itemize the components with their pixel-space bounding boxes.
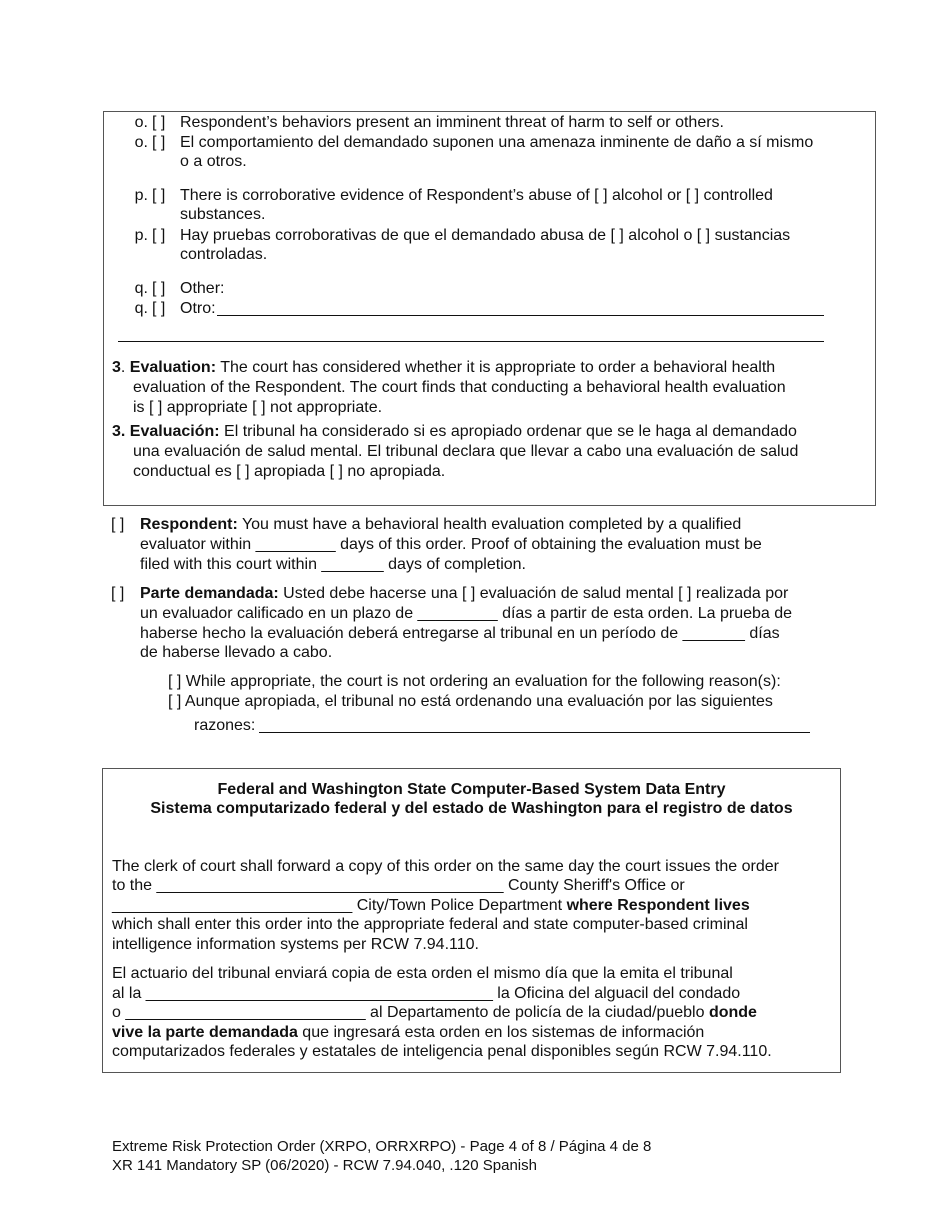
data-entry-en-line-5: intelligence information systems per RCW 7.94.110. — [112, 936, 479, 953]
item-o-text-es-2: o a otros. — [180, 153, 247, 170]
item-q-checkbox[interactable]: [ ] — [152, 280, 166, 297]
item-p-checkbox[interactable]: [ ] — [152, 187, 166, 204]
data-entry-en-line-4: which shall enter this order into the appropriate federal and state computer-based criminal — [112, 916, 748, 933]
evaluation-es-line-3: conductual es [ ] apropiada [ ] no apropiada. — [133, 463, 446, 480]
data-entry-es-line-5: computarizados federales y estatales de inteligencia penal disponibles según RCW 7.94.110. — [112, 1043, 772, 1060]
data-entry-en-line-2[interactable]: to the _______________________________________ County Sheriff's Office or — [112, 877, 685, 894]
parte-text-1: Usted debe hacerse una [ ] evaluación de salud mental [ ] realizada por — [283, 585, 789, 602]
data-entry-title-es: Sistema computarizado federal y del estado de Washington para el registro de datos — [150, 800, 793, 817]
evaluation-en-line-2: evaluation of the Respondent. The court finds that conducting a behavioral health evaluation — [133, 379, 786, 396]
item-p-text-en-1: There is corroborative evidence of Respondent’s abuse of [ ] alcohol or [ ] controlled — [180, 187, 773, 204]
data-entry-es-line-1: El actuario del tribunal enviará copia de esta orden el mismo día que la emita el tribunal — [112, 965, 733, 982]
item-q-label: q. — [134, 280, 148, 297]
footer-line-2: XR 141 Mandatory SP (06/2020) - RCW 7.94.040, .120 Spanish — [112, 1157, 537, 1174]
item-p-label-es: p. — [134, 227, 148, 244]
other-input-line-2[interactable] — [118, 341, 824, 342]
respondent-text-1: You must have a behavioral health evaluation completed by a qualified — [241, 516, 742, 533]
item-q-checkbox-es[interactable]: [ ] — [152, 300, 166, 317]
data-entry-es-line-2[interactable]: al la _______________________________________ la Oficina del alguacil del condado — [112, 985, 741, 1002]
evaluation-en-line-3: is [ ] appropriate [ ] not appropriate. — [133, 399, 383, 416]
parte-line-2: un evaluador calificado en un plazo de _________ días a partir de esta orden. La prueba de — [140, 605, 793, 622]
data-entry-es-bold-3: donde — [708, 1004, 757, 1021]
item-q-label-es: q. — [134, 300, 148, 317]
item-o-checkbox-es[interactable]: [ ] — [152, 134, 166, 151]
evaluation-en-line-1: 3. Evaluation: The court has considered whether it is appropriate to order a behavioral health — [112, 359, 776, 376]
razones-input-line[interactable] — [259, 732, 810, 733]
data-entry-es-text-3: o ___________________________ al Departamento de policía de la ciudad/pueblo — [112, 1004, 709, 1021]
footer-line-1: Extreme Risk Protection Order (XRPO, ORRXRPO) - Page 4 of 8 / Página 4 de 8 — [112, 1138, 652, 1155]
data-entry-es-line-4 — [112, 1023, 704, 1043]
data-entry-en-line-1: The clerk of court shall forward a copy of this order on the same day the court issues the order — [112, 858, 779, 875]
item-q-text-es: Otro: — [180, 300, 216, 317]
data-entry-es-text-4: que ingresará esta orden en los sistemas de información — [297, 1024, 705, 1041]
data-entry-title-en: Federal and Washington State Computer-Based System Data Entry — [217, 781, 726, 798]
parte-line-3: haberse hecho la evaluación deberá entregarse al tribunal en un período de _______ días — [140, 625, 780, 642]
evaluation-es-text-1: El tribunal ha considerado si es apropiado ordenar que se le haga al demandado — [224, 423, 797, 440]
parte-line-1 — [140, 584, 788, 604]
parte-line-4: de haberse llevado a cabo. — [140, 644, 333, 661]
data-entry-en-bold-3: where Respondent lives — [566, 897, 750, 914]
item-p-checkbox-es[interactable]: [ ] — [152, 227, 166, 244]
reason-en[interactable]: [ ] While appropriate, the court is not ordering an evaluation for the following reason(s): — [168, 673, 781, 690]
evaluation-es-line-1 — [112, 422, 797, 442]
item-p-label: p. — [134, 187, 148, 204]
item-q-text-en: Other: — [180, 280, 225, 297]
reason-es[interactable]: [ ] Aunque apropiada, el tribunal no está ordenando una evaluación por las siguientes — [168, 693, 773, 710]
respondent-line-3: filed with this court within _______ days of completion. — [140, 556, 526, 573]
item-p-text-es-1: Hay pruebas corroborativas de que el demandado abusa de [ ] alcohol o [ ] sustancias — [180, 227, 791, 244]
data-entry-en-text-3: ___________________________ City/Town Police Department — [112, 897, 567, 914]
item-o-text-es-1: El comportamiento del demandado suponen una amenaza inminente de daño a sí mismo — [180, 134, 814, 151]
razones-label: razones: — [194, 717, 256, 734]
item-p-text-es-2: controladas. — [180, 246, 268, 263]
data-entry-es-bold-4: vive la parte demandada — [112, 1024, 298, 1041]
item-o-label: o. — [134, 114, 148, 131]
parte-checkbox[interactable]: [ ] — [111, 585, 125, 602]
respondent-title: Respondent: — [140, 516, 238, 533]
data-entry-es-line-3[interactable] — [112, 1003, 757, 1023]
data-entry-en-line-3[interactable] — [112, 896, 750, 916]
evaluation-en-title: Evaluation: — [129, 359, 217, 376]
item-p-text-en-2: substances. — [180, 206, 266, 223]
respondent-line-2: evaluator within _________ days of this order. Proof of obtaining the evaluation must be — [140, 536, 762, 553]
evaluation-en-text-1: The court has considered whether it is appropriate to order a behavioral health — [220, 359, 776, 376]
item-o-checkbox[interactable]: [ ] — [152, 114, 166, 131]
evaluation-en-number: 3 — [112, 359, 121, 376]
parte-title: Parte demandada: — [140, 585, 279, 602]
other-input-line-1[interactable] — [217, 315, 824, 316]
respondent-checkbox[interactable]: [ ] — [111, 516, 125, 533]
evaluation-es-line-2: una evaluación de salud mental. El tribunal declara que llevar a cabo una evaluación de salud — [133, 443, 799, 460]
respondent-line-1 — [140, 515, 741, 535]
item-o-label-es: o. — [134, 134, 148, 151]
item-o-text-en: Respondent’s behaviors present an imminent threat of harm to self or others. — [180, 114, 724, 131]
evaluation-es-title: 3. Evaluación: — [112, 423, 220, 440]
